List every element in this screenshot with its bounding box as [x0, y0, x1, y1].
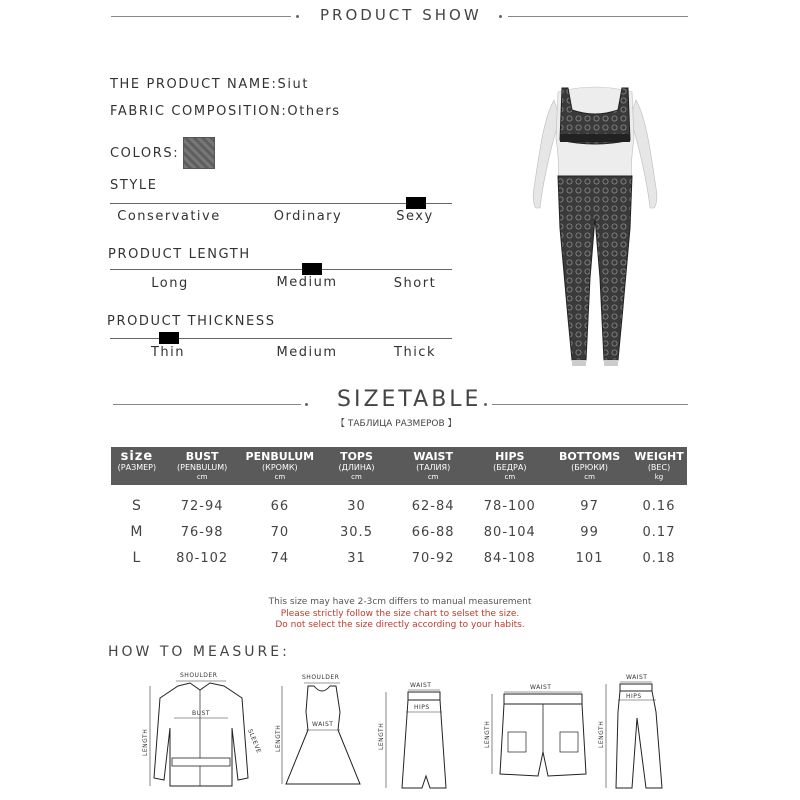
scale-option-thick: Thick — [394, 345, 436, 360]
skirt-waist-label: WAIST — [410, 682, 432, 689]
fabric-value: Others — [287, 104, 341, 119]
jacket-sleeve-label: SLEEVE — [246, 728, 263, 755]
header-dot-right — [499, 15, 502, 18]
col-header-waist: WAIST (ТАЛИЯ) cm — [395, 447, 472, 485]
note-measurement: This size may have 2-3cm differs to manual measurement — [268, 597, 532, 607]
cell-size: M — [130, 524, 144, 540]
scale-line-style — [110, 203, 452, 204]
scale-line-length — [110, 269, 452, 270]
product-name-value: Siut — [277, 77, 310, 92]
dress-length-label: LENGTH — [275, 724, 282, 752]
col-header-penbulum: PENBULUM (КРОМК) cm — [242, 447, 319, 485]
skirt-diagram — [376, 680, 456, 794]
cell-bottoms: 99 — [580, 524, 599, 540]
cell-hips: 84-108 — [483, 550, 536, 566]
cell-penbulum: 74 — [270, 550, 290, 566]
sizetable-subtitle: 【 ТАБЛИЦА РАЗМЕРОВ 】 — [336, 419, 457, 429]
sizetable-dot-left — [305, 403, 308, 406]
cell-bottoms: 97 — [580, 498, 599, 514]
scale-option-medium-length: Medium — [276, 275, 338, 290]
col-header-bust: BUST (PENBULUM) cm — [163, 447, 242, 485]
scale-option-short: Short — [393, 276, 437, 291]
pants-waist-label: WAIST — [626, 674, 648, 681]
shorts-diagram — [482, 682, 592, 782]
cell-waist: 66-88 — [411, 524, 455, 540]
col-header-hips: HIPS (БЕДРА) cm — [471, 447, 548, 485]
header-rule-right — [508, 16, 688, 17]
scale-option-ordinary: Ordinary — [273, 209, 343, 224]
scale-title-thickness: PRODUCT THICKNESS — [107, 314, 276, 329]
color-swatch[interactable] — [183, 137, 215, 169]
shorts-waist-label: WAIST — [530, 684, 552, 691]
skirt-hips-label: HIPS — [414, 704, 430, 711]
cell-waist: 70-92 — [411, 550, 455, 566]
cell-bottoms: 101 — [575, 550, 604, 566]
how-to-measure-title: HOW TO MEASURE: — [108, 644, 290, 660]
fabric-label: FABRIC COMPOSITION: — [110, 104, 288, 119]
scale-marker-length — [302, 263, 322, 275]
shorts-length-label: LENGTH — [484, 720, 491, 748]
colors-label: COLORS: — [110, 146, 180, 161]
top-band — [560, 134, 630, 142]
note-follow-chart: Please strictly follow the size chart to selset the size. — [280, 609, 520, 619]
cell-bust: 76-98 — [180, 524, 224, 540]
page-title: PRODUCT SHOW — [320, 6, 482, 24]
dress-waist-label: WAIST — [312, 721, 334, 728]
table-row — [111, 545, 687, 571]
col-header-tops: TOPS (ДЛИНА) cm — [318, 447, 395, 485]
pants-hips-label: HIPS — [626, 693, 642, 700]
cell-weight: 0.16 — [642, 498, 676, 514]
cell-weight: 0.17 — [642, 524, 676, 540]
scale-option-long: Long — [151, 276, 189, 291]
scale-marker-style — [406, 197, 426, 209]
cell-weight: 0.18 — [642, 550, 676, 566]
cell-hips: 80-104 — [483, 524, 536, 540]
scale-option-medium-thickness: Medium — [276, 345, 338, 360]
cell-penbulum: 70 — [270, 524, 290, 540]
cell-tops: 31 — [347, 550, 366, 566]
scale-option-conservative: Conservative — [117, 209, 221, 224]
scale-option-sexy: Sexy — [396, 209, 434, 224]
jacket-shoulder-label: SHOULDER — [180, 672, 218, 679]
col-header-bottoms: BOTTOMS (БРЮКИ) cm — [548, 447, 631, 485]
cell-size: L — [132, 550, 142, 566]
sizetable-rule-right — [492, 404, 688, 405]
cell-penbulum: 66 — [270, 498, 290, 514]
header-dot-left — [296, 15, 299, 18]
scale-option-thin: Thin — [150, 345, 186, 360]
cell-size: S — [131, 498, 142, 514]
col-header-size: size (РАЗМЕР) — [111, 447, 163, 485]
table-row — [111, 485, 687, 519]
pants-length-label: LENGTH — [598, 720, 605, 748]
cell-bust: 72-94 — [180, 498, 224, 514]
product-name-label: THE PRODUCT NAME: — [110, 77, 278, 92]
cell-tops: 30.5 — [340, 524, 373, 540]
scale-title-length: PRODUCT LENGTH — [108, 247, 251, 262]
cell-bust: 80-102 — [176, 550, 229, 566]
sizetable-rule-left — [113, 404, 301, 405]
header-rule-left — [111, 16, 291, 17]
size-table — [111, 447, 687, 571]
jacket-diagram — [138, 668, 263, 796]
cell-tops: 30 — [347, 498, 366, 514]
sizetable-dot-right — [484, 403, 487, 406]
pants-diagram — [598, 672, 678, 794]
dress-shoulder-label: SHOULDER — [302, 674, 340, 681]
sizetable-title: SIZETABLE — [337, 387, 482, 412]
cell-hips: 78-100 — [483, 498, 536, 514]
fabric-row — [110, 104, 341, 119]
scale-title-style: STYLE — [110, 178, 158, 193]
size-table-header-row — [111, 447, 687, 485]
dress-diagram — [275, 672, 368, 794]
table-row — [111, 519, 687, 545]
product-name-row — [110, 77, 309, 92]
skirt-length-label: LENGTH — [378, 722, 385, 750]
col-header-weight: WEIGHT (BEC) kg — [631, 447, 687, 485]
note-habits: Do not select the size directly according to your habits. — [275, 620, 525, 630]
scale-marker-thickness — [159, 332, 179, 344]
cell-waist: 62-84 — [411, 498, 455, 514]
jacket-bust-label: BUST — [192, 710, 210, 717]
product-image — [520, 78, 690, 378]
jacket-length-label: LENGTH — [142, 728, 149, 756]
